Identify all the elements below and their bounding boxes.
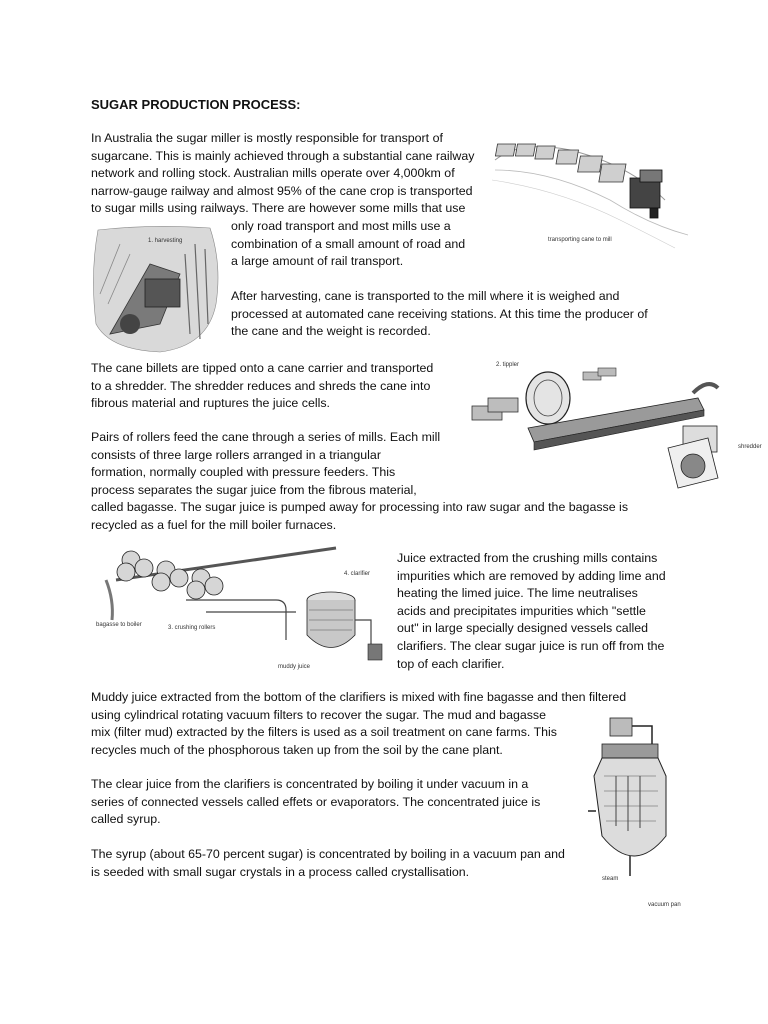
cane-train-drawing bbox=[490, 130, 690, 250]
text-line: The cane billets are tipped onto a cane carrier and transported bbox=[91, 361, 434, 375]
caption-shredder: shredder bbox=[738, 444, 762, 450]
text-line: acids and precipitates impurities which "settle bbox=[397, 603, 646, 618]
text-line: called syrup. bbox=[91, 812, 161, 827]
caption-tippler: 2. tippler bbox=[496, 362, 520, 368]
text-line: recycled as a fuel for the mill boiler furnaces. bbox=[91, 517, 337, 532]
text-line: recycles much of the phosphorous taken up from the soil by the cane plant. bbox=[91, 742, 503, 757]
vacuum-pan-drawing bbox=[582, 716, 692, 912]
text-line: mix (filter mud) extracted by the filters is used as a soil treatment on cane farms. This bbox=[91, 725, 557, 740]
text-line: called bagasse. The sugar juice is pumped away for processing into raw sugar and the bagasse is bbox=[91, 500, 629, 515]
paragraph-evaporators bbox=[91, 776, 540, 829]
caption-bagasse: bagasse to boiler bbox=[96, 622, 142, 628]
text-line: The clear juice from the clarifiers is concentrated by boiling it under vacuum in a bbox=[91, 777, 529, 791]
paragraph-rail-transport bbox=[91, 130, 474, 218]
paragraph-crystallisation bbox=[91, 846, 565, 881]
paragraph-harvesting bbox=[231, 288, 648, 341]
text-line: to a shredder. The shredder reduces and shreds the cane into bbox=[91, 378, 431, 393]
text-line: Juice extracted from the crushing mills contains bbox=[397, 551, 658, 565]
text-line: After harvesting, cane is transported to the mill where it is weighed and bbox=[231, 289, 620, 303]
caption-train: transporting cane to mill bbox=[548, 237, 612, 243]
text-line: combination of a small amount of road and bbox=[231, 236, 466, 251]
tippler-drawing bbox=[468, 358, 764, 492]
text-line: is seeded with small sugar crystals in a process called crystallisation. bbox=[91, 864, 470, 879]
tippler-shredder-illustration bbox=[468, 358, 764, 492]
text-line: Pairs of rollers feed the cane through a series of mills. Each mill bbox=[91, 430, 441, 444]
text-line: a large amount of rail transport. bbox=[231, 254, 404, 269]
paragraph-shredder bbox=[91, 360, 433, 413]
text-line: sugarcane. This is mainly achieved through a substantial cane railway bbox=[91, 148, 475, 163]
text-line: narrow-gauge railway and almost 95% of the cane crop is transported bbox=[91, 183, 473, 198]
text-line: formation, normally coupled with pressure feeders. This bbox=[91, 465, 396, 480]
text-line: consists of three large rollers arranged in a triangular bbox=[91, 447, 381, 462]
vacuum-pan-illustration bbox=[582, 716, 692, 912]
text-line: impurities which are removed by adding lime and bbox=[397, 568, 666, 583]
caption-clarifier: 4. clarifier bbox=[344, 571, 371, 577]
paragraph-muddy-juice bbox=[91, 689, 626, 759]
rollers-clarifier-drawing bbox=[86, 540, 392, 670]
paragraph-clarifier bbox=[397, 550, 666, 673]
text-line: network and rolling stock. Australian mills operate over 4,000km of bbox=[91, 166, 455, 181]
caption-muddy-juice: muddy juice bbox=[278, 664, 311, 670]
caption-harvesting: 1. harvesting bbox=[148, 238, 183, 244]
text-line: clarifiers. The clear sugar juice is run off from the bbox=[397, 638, 665, 653]
paragraph-rail-transport-cont bbox=[231, 218, 465, 271]
text-line: to sugar mills using railways. There are however some mills that use bbox=[91, 201, 466, 216]
rollers-clarifier-illustration bbox=[86, 540, 392, 670]
text-line: out" in large specially designed vessels called bbox=[397, 621, 648, 636]
text-line: Muddy juice extracted from the bottom of the clarifiers is mixed with fine bagasse and then filtered bbox=[91, 690, 627, 704]
caption-rollers: 3. crushing rollers bbox=[168, 625, 216, 631]
text-line: using cylindrical rotating vacuum filters to recover the sugar. The mud and bagasse bbox=[91, 707, 547, 722]
text-line: fibrous material and ruptures the juice cells. bbox=[91, 396, 330, 411]
text-line: top of each clarifier. bbox=[397, 656, 505, 671]
page-title: SUGAR PRODUCTION PROCESS: bbox=[91, 97, 301, 112]
text-line: The syrup (about 65-70 percent sugar) is concentrated by boiling in a vacuum pan and bbox=[91, 847, 565, 861]
text-line: process separates the sugar juice from the fibrous material, bbox=[91, 482, 417, 497]
text-line: series of connected vessels called effets or evaporators. The concentrated juice is bbox=[91, 794, 541, 809]
caption-steam: steam bbox=[602, 876, 619, 882]
caption-vacuum-pan: vacuum pan bbox=[648, 902, 681, 908]
cane-train-illustration bbox=[490, 130, 690, 250]
text-line: only road transport and most mills use a bbox=[231, 219, 451, 233]
harvesting-illustration bbox=[90, 224, 222, 354]
text-line: heating the limed juice. The lime neutralises bbox=[397, 586, 638, 601]
text-line: In Australia the sugar miller is mostly responsible for transport of bbox=[91, 131, 443, 145]
text-line: processed at automated cane receiving stations. At this time the producer of bbox=[231, 306, 648, 321]
text-line: the cane and the weight is recorded. bbox=[231, 324, 431, 339]
